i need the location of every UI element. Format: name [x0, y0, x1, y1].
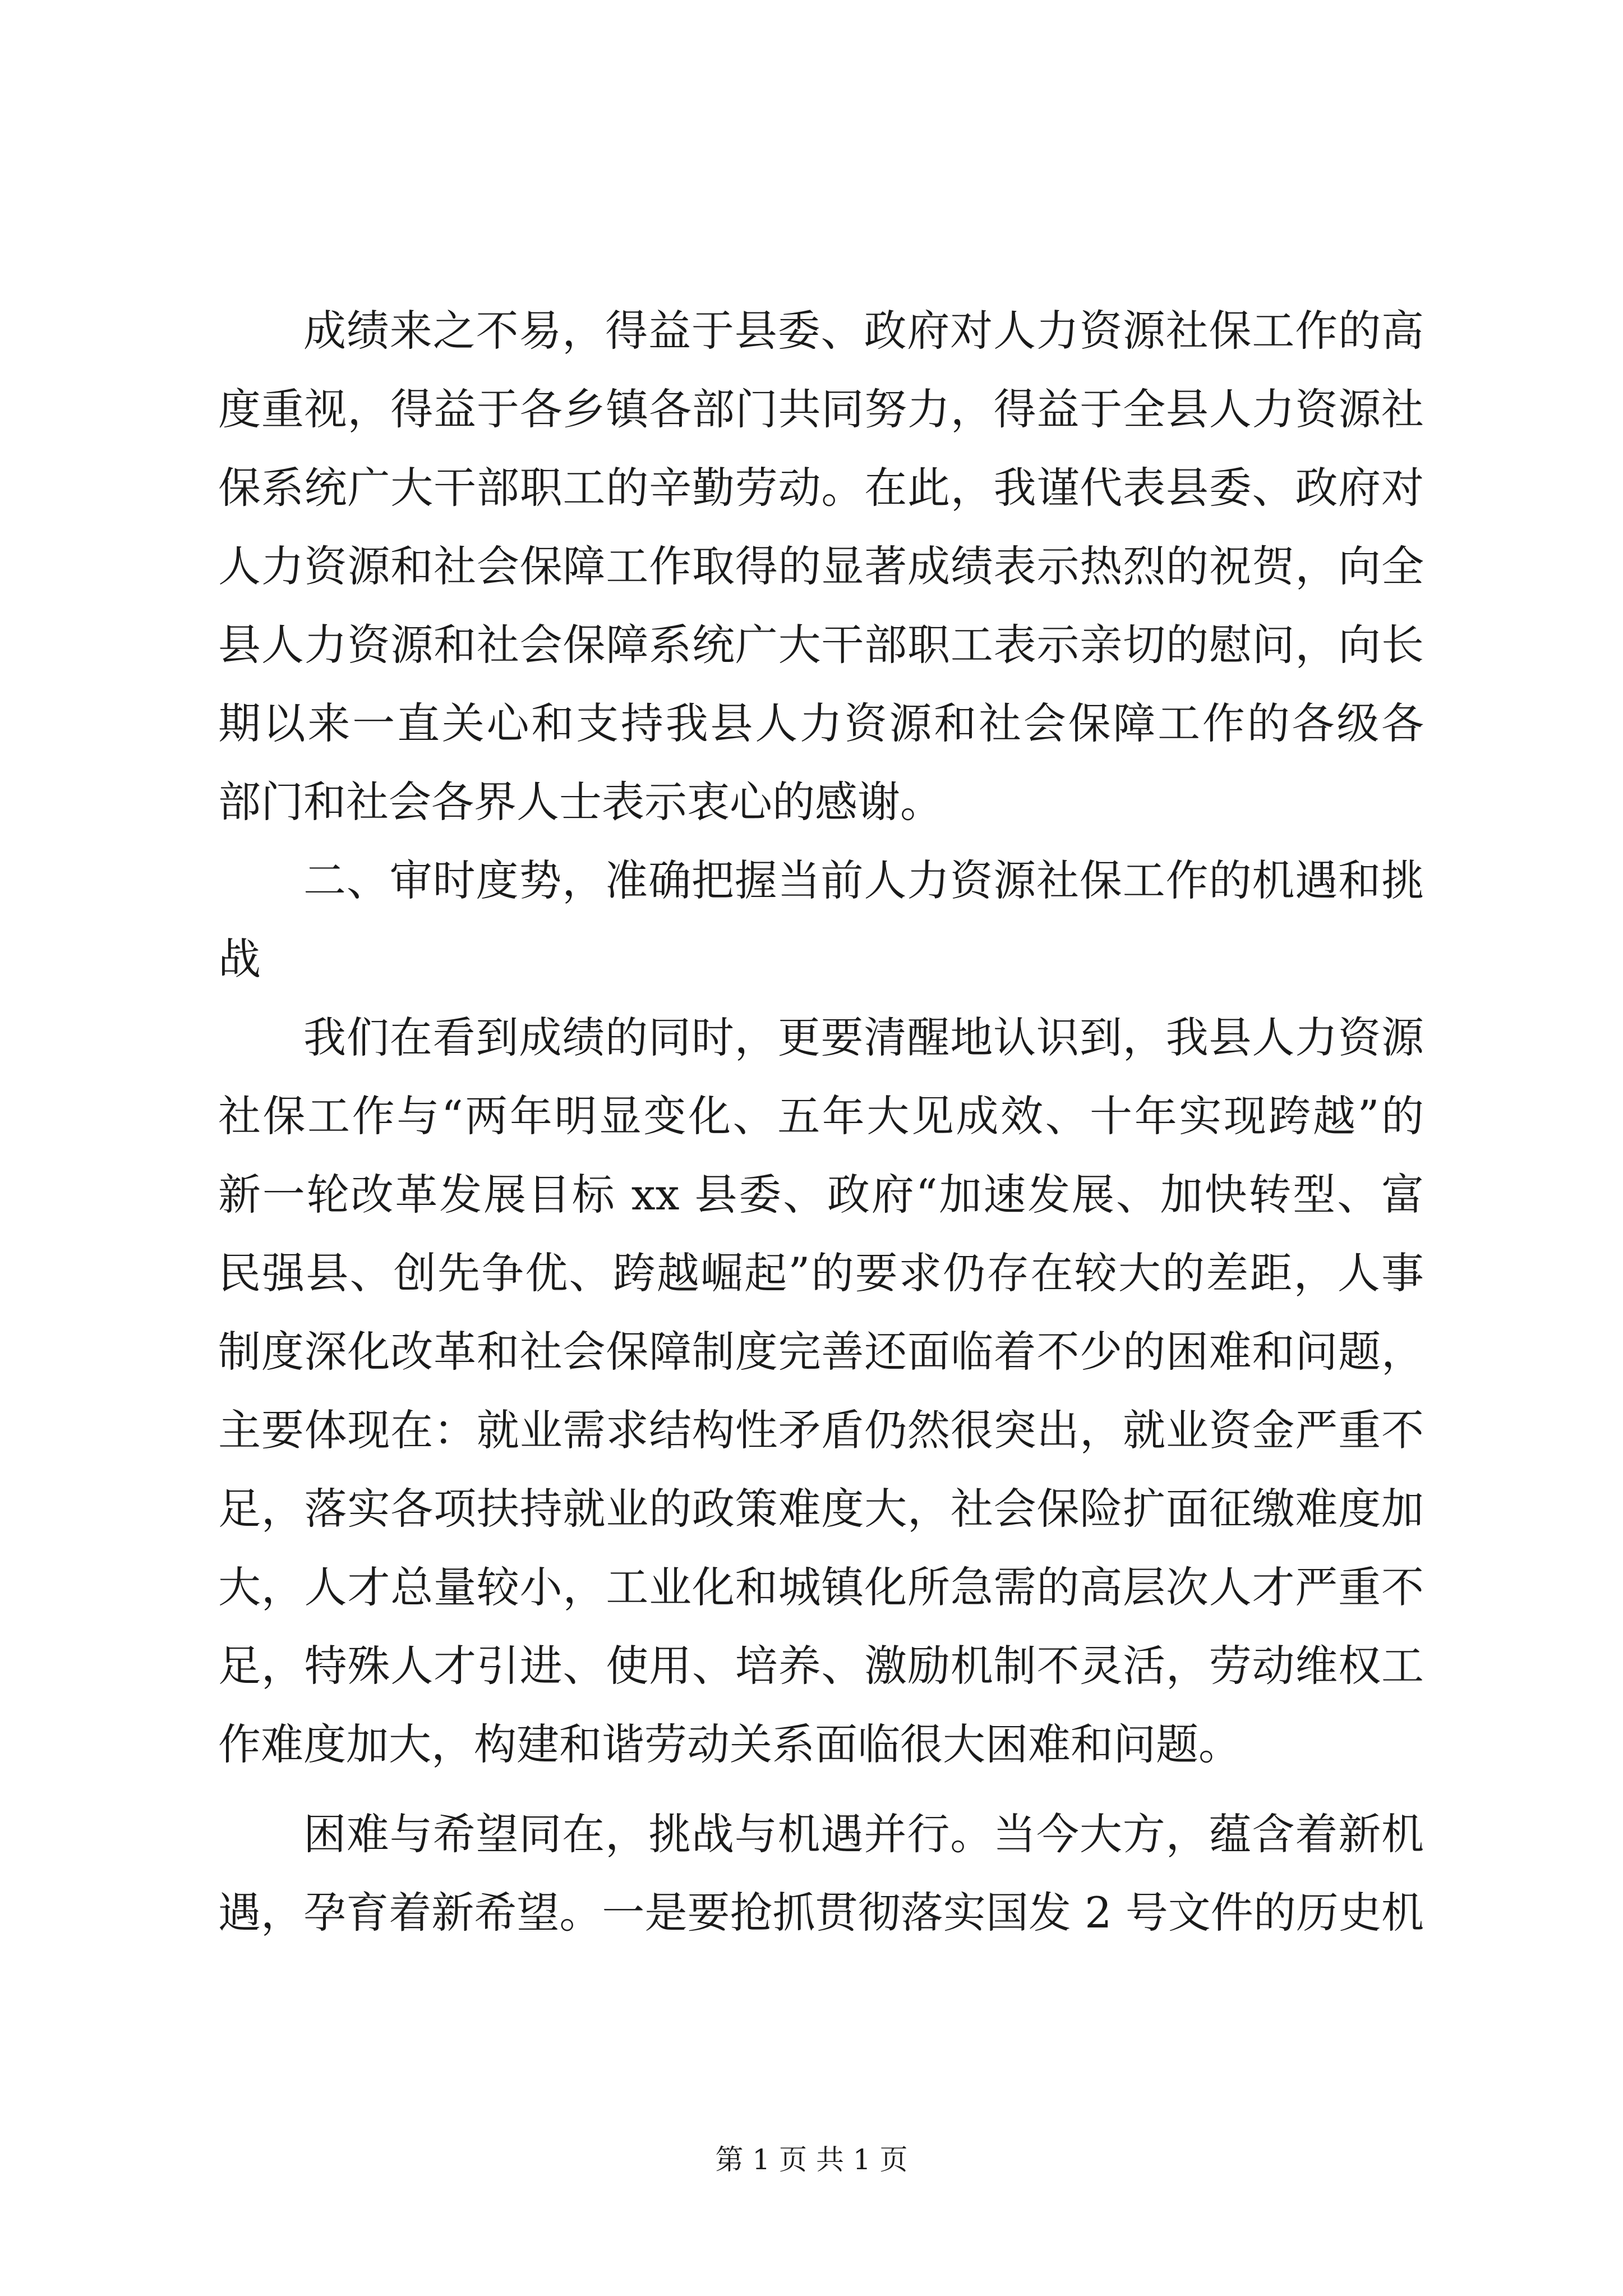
- section-heading-line: 战: [218, 934, 261, 984]
- page-number-footer: 第 1 页 共 1 页: [715, 2143, 908, 2176]
- text-line: 主要体现在：就业需求结构性矛盾仍然很突出，就业资金严重不: [218, 1405, 1424, 1455]
- text-line: 遇，孕育着新希望。一是要抢抓贯彻落实国发 2 号文件的历史机: [218, 1888, 1424, 1938]
- text-line: 作难度加大，构建和谐劳动关系面临很大困难和问题。: [218, 1719, 1241, 1769]
- text-line: 保系统广大干部职工的辛勤劳动。在此，我谨代表县委、政府对: [218, 463, 1424, 513]
- text-line: 县人力资源和社会保障系统广大干部职工表示亲切的慰问，向长: [218, 620, 1424, 670]
- section-heading-line: 二、审时度势，准确把握当前人力资源社保工作的机遇和挑: [303, 855, 1424, 905]
- text-line: 民强县、创先争优、跨越崛起”的要求仍存在较大的差距，人事: [218, 1248, 1424, 1298]
- text-line: 期以来一直关心和支持我县人力资源和社会保障工作的各级各: [218, 698, 1424, 748]
- text-line: 困难与希望同在，挑战与机遇并行。当今大方，蕴含着新机: [303, 1809, 1424, 1859]
- text-line: 足，特殊人才引进、使用、培养、激励机制不灵活，劳动维权工: [218, 1641, 1424, 1691]
- text-line: 社保工作与“两年明显变化、五年大见成效、十年实现跨越”的: [218, 1091, 1424, 1141]
- text-line: 新一轮改革发展目标 xx 县委、政府“加速发展、加快转型、富: [218, 1170, 1424, 1220]
- text-line: 度重视，得益于各乡镇各部门共同努力，得益于全县人力资源社: [218, 384, 1424, 434]
- text-line: 成绩来之不易，得益于县委、政府对人力资源社保工作的高: [303, 306, 1424, 356]
- text-line: 部门和社会各界人士表示衷心的感谢。: [218, 777, 943, 827]
- text-line: 人力资源和社会保障工作取得的显著成绩表示热烈的祝贺，向全: [218, 541, 1424, 591]
- text-line: 大，人才总量较小，工业化和城镇化所急需的高层次人才严重不: [218, 1562, 1424, 1612]
- text-line: 我们在看到成绩的同时，更要清醒地认识到，我县人力资源: [303, 1013, 1424, 1062]
- text-line: 足，落实各项扶持就业的政策难度大，社会保险扩面征缴难度加: [218, 1484, 1424, 1534]
- text-line: 制度深化改革和社会保障制度完善还面临着不少的困难和问题，: [218, 1327, 1424, 1377]
